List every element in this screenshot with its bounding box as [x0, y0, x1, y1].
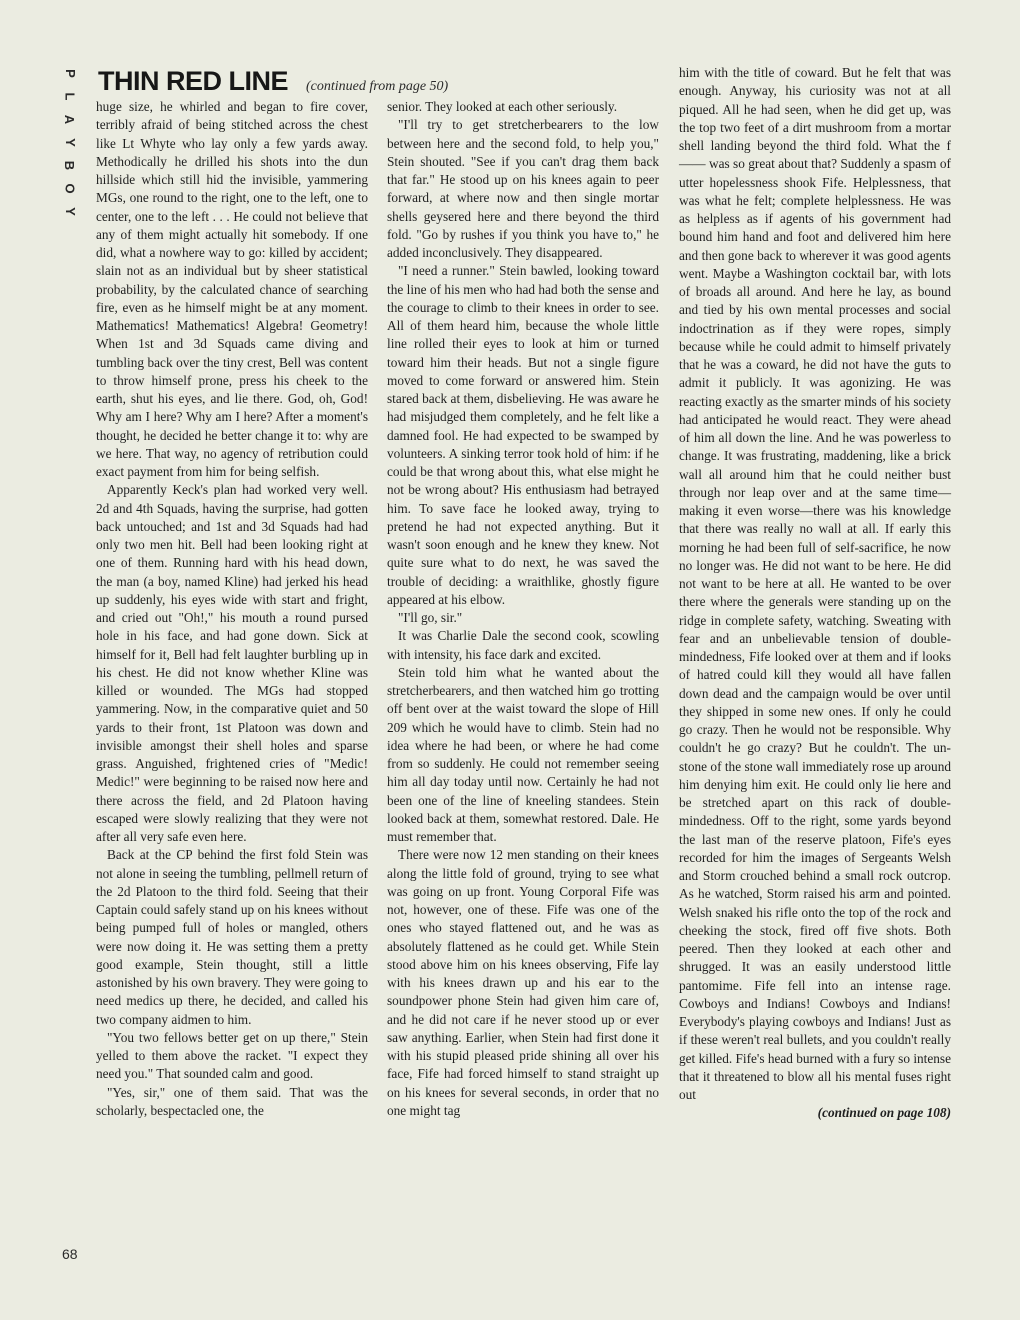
- text-column-1: [96, 98, 368, 1120]
- text-column-2: [387, 98, 659, 1120]
- page-number: 68: [62, 1246, 78, 1262]
- paragraph: huge size, he whirled and began to fire cover, terribly afraid of being stitched across the chest like Lt Whyte who lay only a few yards away. Methodically he drilled his shots into the dun hillside which still hid the invisible, yammering MGs, one round to the right, one to the left, one to center, one to the left . . . He could not believe that any of them might actually hit somebody. If one did, what a nowhere way to go: killed by accident; slain not as an individual but by sheer statistical probability, by the calculated chance of searching fire, even as he himself might be at any moment. Mathematics! Mathematics! Algebra! Geometry! When 1st and 3d Squads came diving and tumbling back over the tiny crest, Bell was content to throw himself prone, press his cheek to the earth, shut his eyes, and lie there. God, oh, God! Why am I here? Why am I here? After a moment's thought, he decided he better change it to: why are we here. That way, no agency of retribution could exact payment from him for being selfish.: [96, 99, 368, 479]
- article-title: THIN RED LINE: [98, 66, 289, 96]
- paragraph: "I need a runner." Stein bawled, looking toward the line of his men who had had both the sense and the courage to climb to their knees in order to see. All of them heard him, because the whole little line rolled their eyes to look at him or turned toward him their heads. But not a single figure moved to come forward or answered him. Stein stared back at them, disbelieving. He was aware he had misjudged them completely, and he felt like a damned fool. He had expected to be swamped by volunteers. A sinking terror took hold of him: if he could be that wrong about this, what else might he not be wrong about? His enthusiasm had betrayed him. To save face he looked away, trying to pretend he had not expected anything. But it wasn't soon enough and he knew they knew. Not quite sure what to do next, he was saved the trouble of deciding: a wraithlike, ghostly figure appeared at his elbow.: [387, 263, 659, 607]
- paragraph: "I'll try to get stretcherbearers to the low between here and the second fold, to help you," Stein shouted. "See if you can't drag them back that far." He stood up on his knees again to peer forward, at where now and then single mortar shells geysered here and there beyond the third fold. "Go by rushes if you think you have to," he added inconclusively. They disappeared.: [387, 117, 659, 260]
- magazine-sidebar-logo: [58, 62, 82, 223]
- sidebar-letter: P: [62, 69, 78, 78]
- paragraph: Stein told him what he wanted about the stretcherbearers, and then watched him go trotting off bent over at the waist toward the slope of Hill 209 which he would have to climb. Stein had no idea where he had been, or where he had come from so suddenly. He could not remember seeing him all day today until now. Certainly he had not been one of the line of kneeling standees. Stein looked back at them, somewhat restored. Dale. He must remember that.: [387, 664, 659, 844]
- continued-to-note: (continued on page 108): [817, 1105, 951, 1121]
- paragraph: Apparently Keck's plan had worked very well. 2d and 4th Squads, having the surprise, had gotten back untouched; and 1st and 3d Squads had had only two men hit. Bell had been looking right at one of them. Running hard with his head down, the man (a boy, named Kline) had jerked his head up suddenly, his eyes wide with start and fright, and cried out "Oh!," his mouth a round pursed hole in his face, and had gone down. Sick at himself for it, Bell had felt laughter burbling up in his chest. He did not know whether Kline was killed or wounded. The MGs had stopped yammering. Now, in the comparative quiet and 50 yards to their front, 1st Platoon was down and invisible amongst their shell holes and sparse grass. Anguished, frightened cries of "Medic! Medic!" were beginning to be raised now here and there across the field, and 2d Platoon having escaped were slowly realizing that they were not after all very safe even here.: [96, 482, 368, 844]
- paragraph: him with the title of coward. But he felt that was enough. Anyway, his curiosity was not at all piqued. All he had seen, when he did get up, was the top two feet of a dirt mushroom from a mortar shell landing beyond the third fold. What the f—— was so great about that? Suddenly a spasm of utter hopelessness shook Fife. Helplessness, that was what he felt; complete helplessness. He was as helpless as if agents of his government had bound him hand and foot and delivered him here and then gone back to wherever it was good agents went. Maybe a Washington cocktail bar, with lots of broads all around. And here he lay, as bound and tied by his own mental processes and social indoctrination as if they were ropes, simply because while he could admit to himself privately that he was a coward, he did not have the guts to admit it publicly. It was agonizing. He was reacting exactly as the smarter minds of his society had anticipated he would react. They were ahead of him all down the line. And he was powerless to change. It was frustrating, maddening, like a brick wall all around him that he could neither bust through nor leap over and at the same time—making it even worse—there was his knowledge that there was really no wall at all. If early this morning he had been full of self-sacrifice, he now no longer was. He did not want to be here. He did not want to be here at all. He wanted to be over there where the generals were standing up on the ridge in complete safety, watching. Sweating with fear and an unbelievable tension of double-mindedness, Fife looked over at them and if looks of hatred could kill they would all have fallen down dead and the campaign would be over until they shipped in some new ones. If only he could go crazy. Then he would not be responsible. Why couldn't he go crazy? But he couldn't. The un-stone of the stone wall immediately rose up around him denying him exit. He could only lie here and be stretched apart on this rack of double-mindedness. Off to the right, some yards beyond the last man of the reserve platoon, Fife's eyes recorded for him the images of Sergeants Welsh and Storm crouched behind a small rock outcrop. As he watched, Storm raised his arm and pointed. Welsh snaked his rifle onto the top of the rock and cheeking the stock, fired off five shots. Both peered. Then they looked at each other and shrugged. It was an easily understood little pantomime. Fife fell into an intense rage. Cowboys and Indians! Cowboys and Indians! Everybody's playing cowboys and Indians! Just as if these weren't real bullets, and you couldn't really get killed. Fife's head burned with a fury so intense that it threatened to blow all his mental fuses right out: [679, 65, 951, 1102]
- sidebar-letter: A: [62, 114, 78, 125]
- paragraph: Back at the CP behind the first fold Stein was not alone in seeing the tumbling, pellmell return of the 2d Platoon to the third fold. Seeing that their Captain could safely stand up on his knees without being pumped full of holes or mangled, others were now doing it. He was setting them a pretty good example, Stein thought, still a little astonished by his own bravery. They were going to need medics up there, he decided, and called his two company aidmen to him.: [96, 847, 368, 1027]
- paragraph: "I'll go, sir.": [398, 610, 463, 625]
- article-header: [98, 66, 658, 97]
- text-column-3: [679, 64, 951, 1123]
- paragraph: "Yes, sir," one of them said. That was the scholarly, bespectacled one, the: [96, 1084, 368, 1118]
- sidebar-letter: L: [62, 92, 78, 101]
- paragraph: It was Charlie Dale the second cook, scowling with intensity, his face dark and excited.: [387, 628, 659, 662]
- paragraph: "You two fellows better get on up there," Stein yelled to them above the racket. "I expect they need you." That sounded calm and good.: [96, 1029, 368, 1082]
- continued-from-note: (continued from page 50): [306, 79, 449, 94]
- paragraph: There were now 12 men standing on their knees along the little fold of ground, trying to see what was going on up front. Young Corporal Fife was not, however, one of these. Fife was one of the ones who stayed flattened out, and he was as absolutely flattened as he could get. While Stein stood above him on his knees observing, Fife lay with his knees drawn up and his ear to the soundpower phone Stein had given him care of, and he did not care if he never stood up or ever saw anything. Earlier, when Stein had first done it with his stupid pleased pride shining all over his face, Fife had forced himself to stand straight up on his knees for several seconds, in order that no one might tag: [387, 847, 659, 1118]
- sidebar-letter: Y: [62, 207, 78, 216]
- sidebar-letter: B: [62, 160, 78, 171]
- sidebar-letter: O: [62, 183, 78, 194]
- paragraph: senior. They looked at each other seriously.: [387, 99, 618, 114]
- sidebar-letter: Y: [62, 138, 78, 147]
